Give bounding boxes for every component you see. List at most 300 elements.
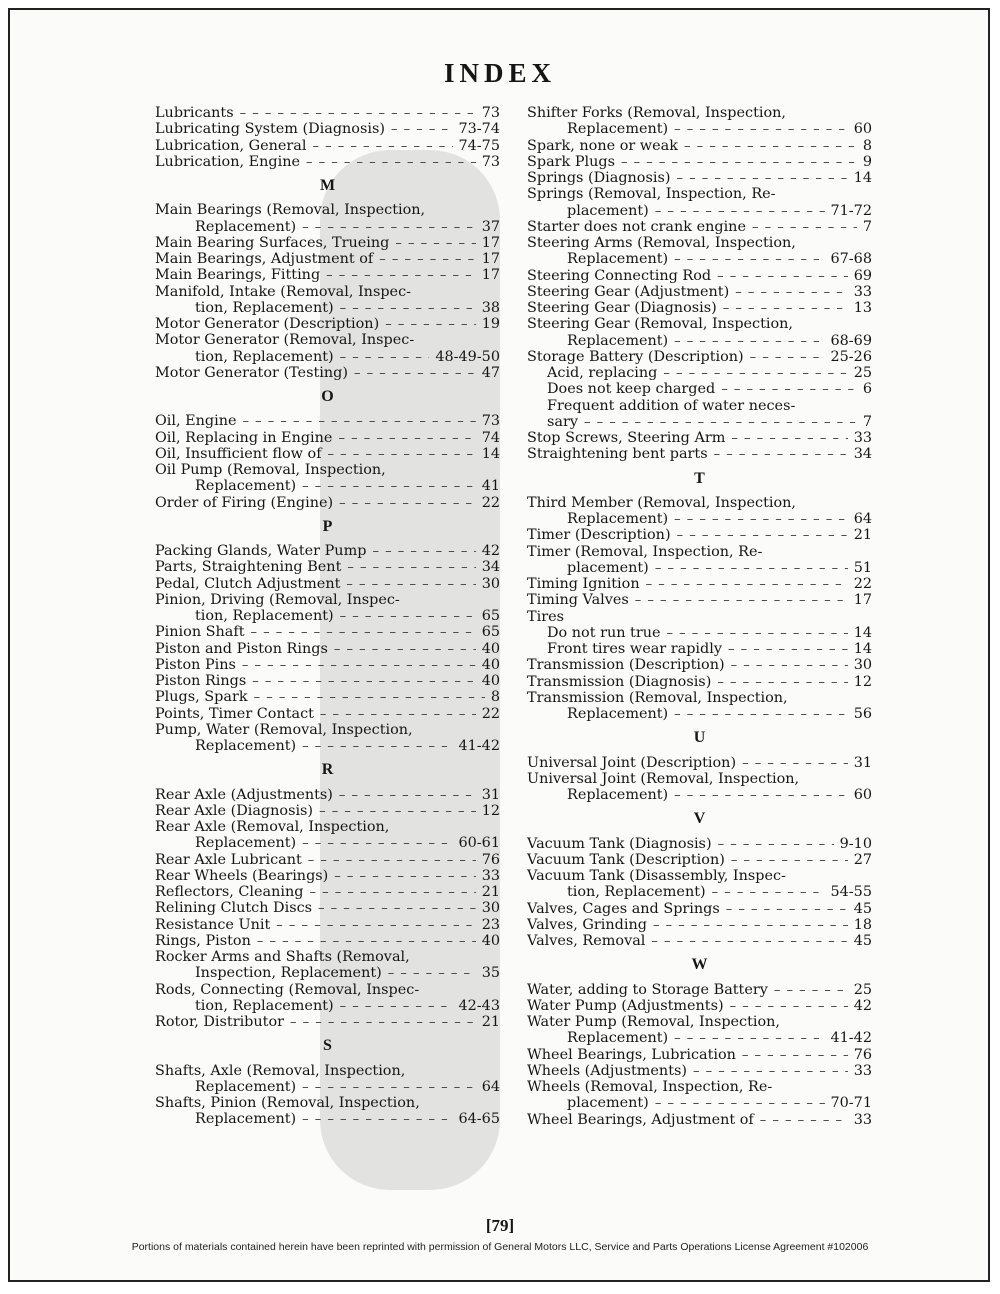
- leader-dashes: [302, 1080, 476, 1095]
- section-letter: S: [323, 1037, 332, 1055]
- entry-text: Vacuum Tank (Description): [527, 851, 725, 868]
- index-entry-continued: [155, 722, 500, 738]
- entry-text: Transmission (Removal, Inspection,: [527, 689, 788, 706]
- leader-dashes: [372, 544, 475, 559]
- entry-text: Lubrication, Engine: [155, 153, 300, 170]
- index-entry: [527, 381, 872, 397]
- leader-dashes: [717, 675, 847, 690]
- leader-dashes: [388, 966, 476, 981]
- entry-text: tion, Replacement): [567, 884, 706, 901]
- entry-text: Do not run true: [547, 624, 661, 641]
- index-entry: [527, 446, 872, 462]
- leader-dashes: [308, 853, 476, 868]
- entry-text: Resistance Unit: [155, 916, 271, 933]
- leader-dashes: [340, 301, 476, 316]
- index-entry: [527, 787, 872, 803]
- entry-page-number: 8: [862, 137, 872, 154]
- index-entry: [155, 251, 500, 267]
- leader-dashes: [693, 1064, 848, 1079]
- leader-dashes: [646, 577, 848, 592]
- entry-text: Pinion, Driving (Removal, Inspec-: [155, 591, 400, 608]
- entry-text: placement): [567, 202, 649, 219]
- leader-dashes: [723, 301, 848, 316]
- entry-page-number: 69: [853, 267, 872, 284]
- entry-text: Third Member (Removal, Inspection,: [527, 494, 796, 511]
- index-entry: [527, 300, 872, 316]
- leader-dashes: [674, 252, 824, 267]
- entry-text: Vacuum Tank (Disassembly, Inspec-: [527, 868, 786, 884]
- index-entry: [155, 657, 500, 673]
- entry-page-number: 33: [853, 283, 872, 300]
- leader-dashes: [653, 918, 848, 933]
- index-entry: [155, 673, 500, 689]
- page-number: [79]: [485, 1216, 515, 1235]
- leader-dashes: [346, 577, 475, 592]
- index-entry-continued: [527, 868, 872, 884]
- entry-text: Rear Axle Lubricant: [155, 851, 302, 868]
- leader-dashes: [340, 350, 430, 365]
- leader-dashes: [651, 934, 847, 949]
- entry-text: Tires: [527, 608, 564, 625]
- leader-dashes: [655, 204, 825, 219]
- entry-text: Lubricants: [155, 105, 234, 121]
- entry-page-number: 17: [481, 251, 500, 267]
- leader-dashes: [319, 804, 476, 819]
- entry-text: Motor Generator (Removal, Inspec-: [155, 332, 415, 349]
- leader-dashes: [728, 642, 848, 657]
- entry-text: Oil, Replacing in Engine: [155, 429, 333, 446]
- entry-text: Piston Rings: [155, 673, 247, 689]
- entry-page-number: 64: [853, 511, 872, 527]
- index-entry: [155, 154, 500, 170]
- index-entry: [155, 608, 500, 624]
- entry-text: Main Bearings, Adjustment of: [155, 251, 374, 267]
- entry-text: Timing Ignition: [527, 576, 640, 592]
- leader-dashes: [252, 674, 475, 689]
- index-entry: [155, 365, 500, 381]
- entry-page-number: 9: [862, 153, 872, 170]
- index-entry: [155, 835, 500, 851]
- index-entry: [527, 203, 872, 219]
- entry-page-number: 74-75: [458, 137, 500, 154]
- leader-dashes: [726, 902, 848, 917]
- index-entry-continued: [527, 316, 872, 332]
- entry-text: Replacement): [195, 1111, 297, 1128]
- entry-text: Inspection, Replacement): [195, 965, 382, 982]
- index-left-column: [155, 105, 500, 1128]
- entry-text: Parts, Straightening Bent: [155, 559, 342, 576]
- entry-text: Valves, Cages and Springs: [527, 900, 720, 917]
- leader-dashes: [391, 122, 453, 137]
- entry-text: Steering Gear (Removal, Inspection,: [527, 316, 794, 333]
- index-entry: [155, 965, 500, 981]
- entry-page-number: 64-65: [458, 1111, 500, 1128]
- index-entry-continued: [527, 235, 872, 251]
- index-entry-continued: [155, 332, 500, 348]
- index-entry: [527, 365, 872, 381]
- index-entry: [155, 267, 500, 283]
- entry-text: Replacement): [567, 1030, 669, 1047]
- entry-text: Starter does not crank engine: [527, 218, 746, 235]
- index-entry: [527, 251, 872, 267]
- entry-text: Timer (Removal, Inspection, Re-: [527, 543, 763, 560]
- leader-dashes: [379, 252, 475, 267]
- entry-text: Replacement): [567, 706, 669, 722]
- leader-dashes: [677, 528, 848, 543]
- index-entry: [527, 1047, 872, 1063]
- entry-text: placement): [567, 559, 649, 576]
- index-entry-continued: [527, 495, 872, 511]
- entry-page-number: 33: [853, 1111, 872, 1128]
- page-title: INDEX: [443, 58, 556, 88]
- leader-dashes: [302, 220, 476, 235]
- entry-page-number: 68-69: [830, 332, 872, 349]
- section-letter: R: [321, 761, 334, 779]
- entry-text: Manifold, Intake (Removal, Inspec-: [155, 283, 411, 300]
- entry-page-number: 64: [481, 1078, 500, 1095]
- leader-dashes: [395, 236, 475, 251]
- entry-page-number: 70-71: [830, 1095, 872, 1112]
- entry-text: Shafts, Axle (Removal, Inspection,: [155, 1062, 406, 1079]
- index-entry: [155, 641, 500, 657]
- index-entry: [155, 933, 500, 949]
- entry-page-number: 41: [481, 478, 500, 495]
- entry-text: Rods, Connecting (Removal, Inspec-: [155, 981, 420, 998]
- entry-text: Motor Generator (Description): [155, 316, 380, 332]
- index-entry: [155, 868, 500, 884]
- leader-dashes: [712, 885, 825, 900]
- entry-page-number: 40: [481, 656, 500, 673]
- entry-page-number: 14: [853, 624, 872, 641]
- entry-text: Front tires wear rapidly: [547, 641, 722, 657]
- index-entry-continued: [155, 462, 500, 478]
- index-entry: [155, 121, 500, 137]
- index-entry: [155, 316, 500, 332]
- index-entry: [527, 641, 872, 657]
- entry-page-number: 9-10: [839, 835, 872, 852]
- entry-page-number: 17: [481, 267, 500, 284]
- entry-page-number: 12: [853, 673, 872, 690]
- entry-page-number: 30: [853, 657, 872, 674]
- index-entry: [527, 592, 872, 608]
- leader-dashes: [714, 447, 848, 462]
- leader-dashes: [731, 431, 847, 446]
- leader-dashes: [320, 707, 476, 722]
- index-right-column: [527, 105, 872, 1128]
- index-entry: [155, 803, 500, 819]
- leader-dashes: [302, 739, 452, 754]
- index-entry-continued: [527, 1014, 872, 1030]
- leader-dashes: [328, 447, 476, 462]
- entry-page-number: 17: [853, 592, 872, 609]
- leader-dashes: [717, 269, 848, 284]
- entry-page-number: 76: [853, 1046, 872, 1063]
- index-entry: [155, 446, 500, 462]
- section-letter: U: [693, 729, 706, 747]
- leader-dashes: [302, 479, 476, 494]
- leader-dashes: [309, 885, 475, 900]
- index-entry-continued: [155, 1063, 500, 1079]
- entry-text: Lubrication, General: [155, 137, 307, 154]
- index-entry: [527, 170, 872, 186]
- index-entry: [527, 154, 872, 170]
- leader-dashes: [730, 999, 848, 1014]
- leader-dashes: [339, 496, 476, 511]
- index-entry: [155, 300, 500, 316]
- leader-dashes: [774, 983, 848, 998]
- index-entry: [527, 884, 872, 900]
- leader-dashes: [750, 350, 825, 365]
- entry-text: Straightening bent parts: [527, 446, 708, 463]
- leader-dashes: [339, 788, 476, 803]
- index-entry-continued: [527, 1079, 872, 1095]
- entry-text: Points, Timer Contact: [155, 705, 314, 722]
- index-entry: [155, 495, 500, 511]
- entry-text: Valves, Grinding: [527, 916, 647, 933]
- section-letter: T: [694, 469, 705, 487]
- entry-text: Steering Connecting Rod: [527, 267, 712, 284]
- entry-page-number: 65: [481, 624, 500, 641]
- entry-page-number: 30: [481, 575, 500, 592]
- entry-page-number: 54-55: [830, 884, 872, 901]
- entry-page-number: 34: [853, 446, 872, 463]
- entry-text: Spark Plugs: [527, 153, 615, 170]
- entry-page-number: 33: [481, 867, 500, 884]
- index-entry: [527, 333, 872, 349]
- leader-dashes: [674, 122, 848, 137]
- leader-dashes: [326, 268, 476, 283]
- index-entry: [527, 268, 872, 284]
- entry-text: Packing Glands, Water Pump: [155, 543, 367, 559]
- entry-page-number: 56: [853, 706, 872, 722]
- entry-text: Oil Pump (Removal, Inspection,: [155, 462, 386, 478]
- entry-text: tion, Replacement): [195, 348, 334, 365]
- leader-dashes: [674, 334, 824, 349]
- entry-text: Storage Battery (Description): [527, 348, 744, 365]
- entry-text: Relining Clutch Discs: [155, 900, 313, 917]
- entry-text: Springs (Removal, Inspection, Re-: [527, 186, 776, 203]
- index-entry: [527, 576, 872, 592]
- index-entry: [155, 689, 500, 705]
- entry-text: Rear Wheels (Bearings): [155, 867, 329, 884]
- index-entry: [527, 755, 872, 771]
- entry-page-number: 60: [853, 121, 872, 138]
- entry-text: Replacement): [567, 787, 669, 803]
- index-entry: [155, 917, 500, 933]
- index-entry: [155, 624, 500, 640]
- leader-dashes: [663, 366, 847, 381]
- index-entry-continued: [155, 284, 500, 300]
- index-entry: [527, 933, 872, 949]
- entry-text: Transmission (Diagnosis): [527, 673, 712, 690]
- entry-page-number: 21: [853, 527, 872, 544]
- index-entry: [527, 1063, 872, 1079]
- entry-page-number: 12: [481, 802, 500, 819]
- entry-text: Rings, Piston: [155, 932, 251, 949]
- entry-page-number: 73: [481, 153, 500, 170]
- entry-page-number: 45: [853, 900, 872, 917]
- section-letter: P: [322, 517, 333, 535]
- index-entry-continued: [527, 398, 872, 414]
- index-entry: [527, 1112, 872, 1128]
- leader-dashes: [302, 1112, 452, 1127]
- entry-text: Rear Axle (Removal, Inspection,: [155, 819, 390, 835]
- entry-page-number: 37: [481, 218, 500, 235]
- section-letter: V: [693, 810, 706, 828]
- index-entry: [155, 576, 500, 592]
- leader-dashes: [674, 707, 848, 722]
- leader-dashes: [340, 999, 453, 1014]
- entry-text: Wheels (Adjustments): [527, 1062, 687, 1079]
- entry-text: tion, Replacement): [195, 608, 334, 624]
- leader-dashes: [655, 561, 848, 576]
- entry-text: Steering Gear (Diagnosis): [527, 300, 717, 316]
- entry-text: Pinion Shaft: [155, 624, 245, 641]
- entry-page-number: 41-42: [458, 738, 500, 754]
- entry-page-number: 25: [853, 365, 872, 381]
- entry-text: Wheel Bearings, Adjustment of: [527, 1111, 754, 1128]
- entry-page-number: 73-74: [458, 121, 500, 138]
- entry-text: Steering Gear (Adjustment): [527, 283, 730, 300]
- index-entry: [155, 787, 500, 803]
- leader-dashes: [667, 626, 848, 641]
- leader-dashes: [584, 415, 857, 430]
- leader-dashes: [334, 642, 476, 657]
- leader-dashes: [676, 171, 847, 186]
- leader-dashes: [312, 139, 452, 154]
- entry-text: Main Bearing Surfaces, Trueing: [155, 234, 390, 251]
- index-entry: [527, 284, 872, 300]
- entry-text: Springs (Diagnosis): [527, 170, 671, 186]
- leader-dashes: [340, 609, 476, 624]
- index-entry: [527, 349, 872, 365]
- index-entry: [155, 430, 500, 446]
- entry-page-number: 33: [853, 1062, 872, 1079]
- entry-page-number: 14: [853, 170, 872, 186]
- entry-page-number: 35: [481, 965, 500, 982]
- index-entry: [527, 121, 872, 137]
- leader-dashes: [242, 658, 476, 673]
- license-notice: Portions of materials contained herein have been reprinted with permission of General Motors LLC, Service and Parts Operations License Agreement #102006: [131, 1241, 869, 1253]
- entry-text: Spark, none or weak: [527, 137, 678, 154]
- leader-dashes: [243, 414, 476, 429]
- leader-dashes: [674, 788, 848, 803]
- entry-page-number: 47: [481, 364, 500, 381]
- entry-page-number: 17: [481, 234, 500, 251]
- index-entry: [155, 738, 500, 754]
- entry-text: Pump, Water (Removal, Inspection,: [155, 721, 413, 738]
- leader-dashes: [760, 1113, 848, 1128]
- entry-page-number: 34: [481, 559, 500, 576]
- entry-text: Piston Pins: [155, 656, 236, 673]
- index-entry: [155, 1014, 500, 1030]
- entry-text: Wheel Bearings, Lubrication: [527, 1046, 736, 1063]
- index-entry: [527, 1095, 872, 1111]
- index-entry: [155, 235, 500, 251]
- entry-page-number: 42-43: [458, 997, 500, 1014]
- entry-page-number: 76: [481, 851, 500, 868]
- index-entry-continued: [527, 771, 872, 787]
- leader-dashes: [742, 756, 848, 771]
- entry-page-number: 74: [481, 429, 500, 446]
- index-entry: [527, 625, 872, 641]
- entry-text: Vacuum Tank (Diagnosis): [527, 835, 712, 852]
- leader-dashes: [276, 918, 475, 933]
- entry-page-number: 73: [481, 105, 500, 121]
- section-letter: W: [691, 956, 708, 974]
- entry-text: Reflectors, Cleaning: [155, 884, 304, 900]
- index-entry: [155, 349, 500, 365]
- index-entry: [155, 543, 500, 559]
- entry-page-number: 40: [481, 640, 500, 657]
- entry-text: Water, adding to Storage Battery: [527, 981, 768, 998]
- leader-dashes: [674, 512, 848, 527]
- entry-page-number: 31: [853, 754, 872, 771]
- leader-dashes: [655, 1096, 825, 1111]
- entry-text: Universal Joint (Description): [527, 754, 737, 771]
- entry-text: Water Pump (Removal, Inspection,: [527, 1014, 781, 1030]
- entry-text: tion, Replacement): [195, 997, 334, 1014]
- entry-text: Does not keep charged: [547, 381, 716, 398]
- entry-text: Rear Axle (Adjustments): [155, 786, 333, 803]
- leader-dashes: [306, 155, 476, 170]
- entry-text: Lubricating System (Diagnosis): [155, 121, 385, 138]
- index-entry: [527, 836, 872, 852]
- index-entry: [155, 478, 500, 494]
- index-entry: [527, 901, 872, 917]
- entry-text: Oil, Engine: [155, 413, 237, 430]
- entry-text: Frequent addition of water neces-: [547, 397, 796, 414]
- entry-page-number: 25: [853, 981, 872, 998]
- index-entry: [527, 852, 872, 868]
- index-entry-continued: [155, 1095, 500, 1111]
- leader-dashes: [621, 155, 857, 170]
- entry-page-number: 40: [481, 932, 500, 949]
- index-entry: [527, 998, 872, 1014]
- index-entry: [155, 138, 500, 154]
- leader-dashes: [674, 1031, 824, 1046]
- entry-page-number: 23: [481, 916, 500, 933]
- entry-text: tion, Replacement): [195, 299, 334, 316]
- leader-dashes: [742, 1048, 848, 1063]
- index-entry: [155, 900, 500, 916]
- entry-page-number: 31: [481, 786, 500, 803]
- index-entry: [155, 413, 500, 429]
- entry-page-number: 41-42: [830, 1030, 872, 1047]
- entry-page-number: 25-26: [830, 348, 872, 365]
- index-entry: [527, 219, 872, 235]
- index-entry: [155, 706, 500, 722]
- entry-text: Shifter Forks (Removal, Inspection,: [527, 105, 786, 121]
- leader-dashes: [250, 625, 475, 640]
- entry-text: Replacement): [567, 121, 669, 138]
- entry-page-number: 6: [862, 381, 872, 398]
- index-entry-continued: [155, 982, 500, 998]
- index-entry-continued: [155, 819, 500, 835]
- index-entry-continued: [155, 202, 500, 218]
- entry-page-number: 30: [481, 900, 500, 917]
- entry-text: Oil, Insufficient flow of: [155, 445, 322, 462]
- entry-page-number: 42: [853, 997, 872, 1014]
- index-entry: [527, 527, 872, 543]
- index-entry-continued: [527, 609, 872, 625]
- entry-text: placement): [567, 1095, 649, 1112]
- entry-page-number: 22: [481, 705, 500, 722]
- index-entry: [155, 998, 500, 1014]
- leader-dashes: [257, 934, 476, 949]
- entry-page-number: 19: [481, 316, 500, 332]
- entry-page-number: 33: [853, 430, 872, 446]
